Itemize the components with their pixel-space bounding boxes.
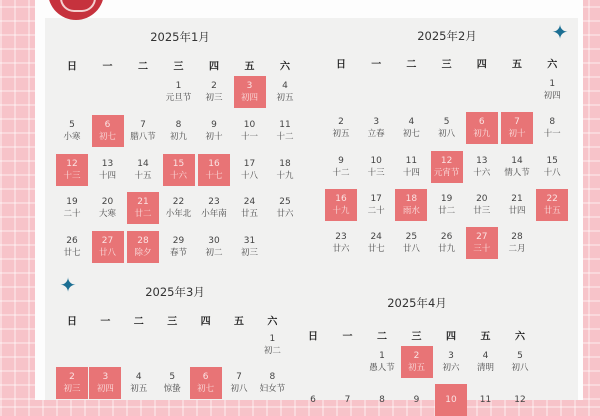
lunar-date: 廿七 [63,248,81,259]
sparkle-star-icon: ✦ [551,20,569,44]
day-cell[interactable] [56,231,88,263]
weekday-header: 四 [209,61,219,73]
day-cell-highlighted[interactable] [56,367,88,399]
lunar-date: 十九 [276,170,294,181]
day-number: 3 [246,81,253,91]
day-cell[interactable] [466,189,498,221]
day-number: 2 [211,81,217,91]
day-cell[interactable] [56,115,88,147]
month-title: 2025年2月 [417,29,477,43]
day-cell-highlighted[interactable] [163,154,195,186]
lunar-date: 初五 [276,93,294,103]
day-number: 18 [405,193,418,204]
day-number: 5 [69,119,75,130]
lunar-date: 除夕 [134,248,152,259]
day-cell[interactable] [504,384,536,416]
lunar-date: 初五 [130,384,148,394]
day-number: 13 [476,155,488,166]
day-cell[interactable] [360,112,392,144]
day-number: 27 [476,232,488,243]
day-number: 2 [338,117,344,128]
lunar-date: 廿二 [134,209,152,220]
day-number: 26 [440,232,453,243]
day-number: 22 [172,197,185,208]
day-number: 19 [66,197,78,208]
weekday-header: 一 [371,59,382,71]
day-number: 7 [344,395,351,405]
day-number: 4 [135,372,142,382]
lunar-date: 十三 [63,170,81,181]
day-number: 7 [514,117,520,128]
day-cell[interactable] [431,189,463,221]
lunar-date: 初八 [230,384,248,394]
lunar-date: 初三 [240,248,258,259]
weekday-header: 三 [167,316,178,328]
lunar-date: 初三 [63,384,81,394]
day-number: 24 [370,232,382,243]
lunar-date: 廿七 [367,244,385,255]
day-number: 8 [549,117,556,128]
day-number: 17 [370,193,382,204]
lunar-date: 初九 [473,129,491,140]
day-cell-highlighted[interactable] [395,189,427,221]
day-cell-highlighted[interactable] [325,189,357,221]
lunar-date: 初五 [332,129,350,140]
lunar-date: 初七 [197,384,215,394]
day-cell-highlighted[interactable] [89,367,121,399]
day-number: 3 [448,351,454,361]
day-number: 16 [335,193,347,204]
lunar-date: 惊蛰 [163,384,181,394]
day-cell-highlighted[interactable] [501,112,533,144]
day-number: 10 [243,119,256,130]
lunar-date: 十二 [276,131,294,142]
lunar-date: 初四 [96,384,114,394]
day-cell[interactable] [256,329,288,361]
lunar-date: 廿八 [98,248,116,259]
lunar-date: 廿二 [438,205,456,216]
day-cell-highlighted[interactable] [435,384,467,416]
day-number: 13 [101,158,114,169]
day-cell[interactable] [163,76,195,108]
lunar-date: 廿六 [276,209,294,220]
day-number: 27 [101,236,114,247]
calendar-panel [45,18,578,400]
weekday-header: 四 [446,331,456,343]
lunar-date: 十九 [332,205,350,216]
lunar-date: 初六 [442,363,460,373]
day-cell[interactable] [470,384,502,416]
day-cell-highlighted[interactable] [127,192,159,224]
lunar-date: 小寒 [63,131,81,142]
weekday-header: 六 [280,61,290,73]
lunar-date: 小年北 [165,209,192,220]
day-cell-highlighted[interactable] [56,154,88,186]
lunar-date: 十六 [473,167,491,178]
weekday-header: 三 [173,61,184,73]
weekday-header: 二 [133,316,144,328]
weekday-header: 一 [102,61,113,73]
day-cell[interactable] [198,76,230,108]
weekday-header: 一 [342,331,353,343]
day-number: 17 [243,158,256,169]
lunar-date: 廿三 [473,205,491,216]
day-cell-highlighted[interactable] [92,231,124,263]
day-number: 9 [211,119,217,130]
sparkle-star-icon: ✦ [59,273,77,297]
day-cell-highlighted[interactable] [401,346,433,378]
day-cell-highlighted[interactable] [431,151,463,183]
day-cell[interactable] [198,192,230,224]
day-number: 5 [443,117,450,128]
day-number: 1 [549,79,556,89]
lunar-date: 初三 [205,93,223,103]
day-cell-highlighted[interactable] [127,231,159,263]
day-number: 14 [137,158,149,169]
day-number: 4 [408,117,415,128]
lunar-date: 十三 [367,167,385,178]
day-number: 24 [243,197,256,208]
day-number: 22 [546,193,558,204]
lunar-date: 立春 [367,129,385,140]
day-cell[interactable] [163,192,195,224]
lunar-date: 元宵节 [433,167,460,178]
lunar-date: 廿五 [543,205,561,216]
lunar-date: 小年南 [201,209,227,220]
day-cell[interactable] [256,367,288,399]
weekday-header: 三 [411,331,422,343]
weekday-header: 三 [441,59,452,71]
lunar-date: 初八 [438,129,456,140]
day-number: 11 [405,155,418,166]
lunar-date: 十一 [543,129,561,140]
weekday-header: 五 [512,59,522,71]
day-cell[interactable] [501,151,533,183]
month-title: 2025年3月 [145,285,205,299]
day-number: 28 [511,232,523,243]
weekday-header: 五 [244,61,255,73]
day-cell[interactable] [325,227,357,259]
day-cell[interactable] [431,227,463,259]
day-cell[interactable] [501,189,533,221]
day-number: 23 [335,232,347,243]
day-number: 6 [478,117,485,128]
lunar-date: 十八 [240,170,258,181]
day-cell[interactable] [234,154,266,186]
day-number: 10 [370,155,382,166]
day-cell[interactable] [431,112,463,144]
day-number: 19 [440,193,453,204]
lunar-date: 二十 [367,205,385,216]
day-cell[interactable] [395,151,427,183]
weekday-header: 四 [476,59,487,71]
lunar-date: 清明 [476,363,494,373]
day-cell[interactable] [504,346,536,378]
day-number: 4 [482,351,489,361]
day-number: 9 [413,395,420,405]
day-cell[interactable] [466,151,498,183]
lunar-date: 廿九 [438,244,456,255]
lunar-date: 二月 [508,244,526,255]
day-cell-highlighted[interactable] [234,76,266,108]
day-cell[interactable] [360,189,392,221]
day-number: 6 [104,119,111,130]
day-cell[interactable] [123,367,155,399]
day-number: 1 [269,334,276,344]
weekday-header: 五 [234,316,244,328]
weekday-header: 四 [200,316,211,328]
lunar-date: 廿五 [240,209,258,220]
weekday-header: 一 [100,316,111,328]
weekday-header: 五 [480,331,491,343]
day-number: 28 [137,236,149,247]
day-number: 6 [310,395,316,405]
lunar-date: 初二 [263,346,281,356]
day-cell[interactable] [56,192,88,224]
day-cell[interactable] [360,227,392,259]
day-cell[interactable] [332,384,364,416]
lunar-date: 元旦节 [165,93,192,103]
day-cell[interactable] [536,151,568,183]
lunar-date: 腊八节 [130,131,156,142]
lunar-date: 廿六 [332,244,350,255]
day-number: 2 [413,351,420,361]
day-number: 11 [479,395,492,405]
day-number: 12 [514,395,526,405]
day-number: 15 [546,155,558,166]
day-number: 4 [282,81,288,91]
lunar-date: 妇女节 [259,384,286,394]
day-cell[interactable] [536,112,568,144]
day-number: 2 [69,372,75,382]
day-number: 7 [236,372,242,382]
day-cell[interactable] [435,346,467,378]
day-number: 1 [379,351,385,361]
lunar-date: 廿四 [508,205,526,216]
weekday-header: 二 [138,61,148,73]
lunar-date: 初四 [543,91,561,101]
lunar-date: 初二 [205,248,223,259]
day-cell[interactable] [501,227,533,259]
day-number: 20 [476,193,488,204]
day-cell[interactable] [163,115,195,147]
day-cell[interactable] [198,115,230,147]
day-number: 30 [208,236,220,247]
lunar-date: 十二 [332,167,350,178]
day-cell[interactable] [92,154,124,186]
lunar-date: 十一 [240,131,258,142]
weekday-header: 日 [308,331,318,343]
lunar-date: 十四 [98,170,116,181]
day-number: 3 [373,117,380,128]
day-cell[interactable] [470,346,502,378]
day-cell[interactable] [325,112,357,144]
day-number: 23 [208,197,220,208]
lunar-date: 春节 [169,248,187,259]
day-number: 26 [66,236,78,247]
weekday-header: 日 [336,59,346,71]
day-number: 14 [511,155,523,166]
day-cell[interactable] [536,74,568,106]
day-number: 12 [440,155,453,166]
day-number: 31 [243,236,256,247]
day-cell[interactable] [198,231,230,263]
lunar-date: 初七 [98,131,116,142]
day-number: 25 [405,232,418,243]
day-cell[interactable] [92,192,124,224]
day-cell[interactable] [325,151,357,183]
day-cell[interactable] [366,346,398,378]
lunar-date: 雨水 [402,205,420,216]
day-number: 21 [511,193,523,204]
lunar-date: 二十 [63,209,81,220]
day-number: 16 [208,158,220,169]
weekday-header: 六 [547,59,558,71]
day-number: 20 [101,197,114,208]
lunar-date: 初八 [511,363,529,373]
day-cell[interactable] [234,115,266,147]
weekday-header: 六 [515,331,525,343]
day-number: 12 [66,158,78,169]
day-cell[interactable] [269,76,301,108]
day-cell-highlighted[interactable] [466,227,498,259]
day-cell-highlighted[interactable] [92,115,124,147]
lunar-date: 大寒 [98,209,116,220]
weekday-header: 二 [377,331,387,343]
weekday-header: 日 [67,316,77,328]
day-number: 11 [279,119,291,130]
day-number: 29 [172,236,185,247]
weekday-header: 二 [406,59,417,71]
day-cell[interactable] [401,384,433,416]
lunar-date: 十七 [205,170,223,181]
lunar-date: 初十 [508,129,526,140]
day-cell[interactable] [360,151,392,183]
day-number: 10 [445,395,457,405]
day-number: 8 [379,395,385,405]
lunar-date: 十四 [402,167,420,178]
day-cell-highlighted[interactable] [466,112,498,144]
day-number: 8 [269,372,276,382]
day-cell[interactable] [269,154,301,186]
lunar-date: 三十 [473,244,491,255]
day-cell-highlighted[interactable] [190,367,222,399]
day-cell[interactable] [234,231,266,263]
day-number: 1 [175,81,182,91]
day-number: 25 [279,197,291,208]
day-cell-highlighted[interactable] [198,154,230,186]
lunar-date: 愚人节 [369,363,395,373]
day-cell-highlighted[interactable] [536,189,568,221]
lunar-date: 初九 [169,131,187,142]
lunar-date: 十八 [543,167,561,178]
day-cell[interactable] [395,112,427,144]
day-number: 21 [137,197,149,208]
day-number: 9 [338,155,344,166]
day-cell[interactable] [234,192,266,224]
day-number: 7 [140,119,146,130]
day-cell[interactable] [269,115,301,147]
lunar-date: 初五 [407,363,425,373]
day-number: 6 [202,372,209,382]
lunar-date: 十五 [134,170,152,181]
lunar-date: 初十 [205,131,223,142]
day-number: 8 [175,119,182,130]
day-number: 3 [102,372,109,382]
lunar-date: 初七 [402,129,420,140]
day-number: 5 [169,372,176,382]
day-cell[interactable] [127,154,159,186]
lunar-date: 初四 [240,93,258,103]
day-cell[interactable] [156,367,188,399]
day-number: 18 [279,158,291,169]
lunar-date: 廿八 [402,244,420,255]
day-cell[interactable] [127,115,159,147]
day-cell[interactable] [395,227,427,259]
month-title: 2025年1月 [150,30,210,44]
day-cell[interactable] [223,367,255,399]
day-cell[interactable] [297,384,329,416]
month-title: 2025年4月 [387,296,447,310]
lunar-date: 十六 [169,170,187,181]
day-cell[interactable] [163,231,195,263]
day-number: 5 [517,351,523,361]
day-cell[interactable] [366,384,398,416]
weekday-header: 六 [267,316,278,328]
day-cell[interactable] [269,192,301,224]
weekday-header: 日 [67,61,77,73]
lunar-date: 情人节 [504,167,530,178]
day-number: 15 [172,158,185,169]
